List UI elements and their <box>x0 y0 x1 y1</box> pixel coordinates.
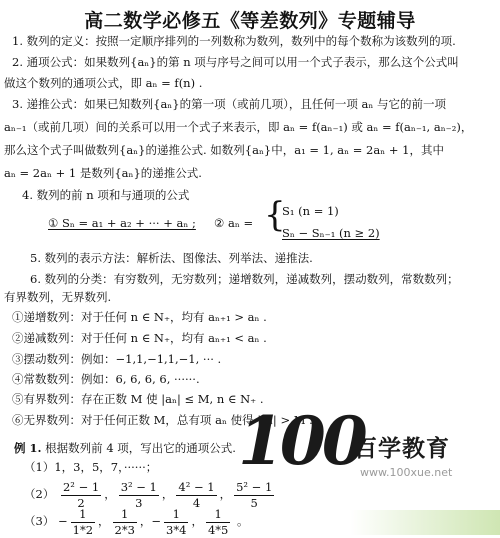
constant-sequence <box>12 372 200 387</box>
fraction-denominator: 3 <box>135 495 143 510</box>
example-heading <box>14 441 236 456</box>
recursive-line-3 <box>4 143 444 158</box>
oscillating-sequence <box>12 352 221 367</box>
example-part-1-text: （1）1，3，5，7，······； <box>24 460 158 474</box>
example-part-2-fractions <box>58 479 277 510</box>
piecewise-case-2-text: Sₙ − Sₙ₋₁ (n ≥ 2) <box>282 226 380 240</box>
fraction-sign: − <box>57 514 68 528</box>
fraction-denominator: 2*3 <box>114 522 135 537</box>
fraction <box>164 507 188 538</box>
piecewise-case-1-text: S₁ (n = 1) <box>282 204 339 218</box>
bounded-sequence <box>12 392 264 407</box>
general-term-text-2: 做这个数列的通项公式，即 aₙ = f(n) . <box>4 76 203 90</box>
fraction-numerator: 2² − 1 <box>62 479 100 494</box>
fraction-denominator: 4 <box>192 495 201 510</box>
example-part-3-label: （3） <box>24 514 55 528</box>
brand-logo-url: www.100xue.net <box>360 466 453 479</box>
page-title: 高二数学必修五《等差数列》专题辅导 <box>84 10 416 32</box>
increasing-sequence <box>12 310 267 325</box>
general-term-line-2 <box>4 76 202 91</box>
recursive-text-2: aₙ₋₁（或前几项）间的关系可以用一个式子来表示，即 aₙ = f(aₙ₋₁) 或 aₙ = f(aₙ₋₁, aₙ₋₂)， <box>4 120 473 134</box>
fraction-numerator: 1 <box>71 507 95 523</box>
brand-logo <box>238 402 364 480</box>
classification-line-2 <box>4 290 111 305</box>
definition-line <box>12 34 456 49</box>
recursive-text-3: 那么这个式子叫做数列{aₙ}的递推公式. 如数列{aₙ}中，a₁ = 1, aₙ = 2aₙ + 1，其中 <box>4 143 444 157</box>
general-term-text-1: 2. 通项公式：如果数列{aₙ}的第 n 项与序号之间可以用一个式子表示，那么这个公式叫 <box>12 55 459 69</box>
bounded-text: ⑤有界数列：存在正数 M 使 |aₙ| ≤ M, n ∈ N₊ . <box>12 392 264 406</box>
representation-line <box>30 251 313 266</box>
decreasing-text: ②递减数列：对于任何 n ∈ N₊，均有 aₙ₊₁ < aₙ . <box>12 331 267 345</box>
fraction-numerator: 1 <box>206 507 230 523</box>
fraction-separator: ， <box>104 487 116 501</box>
sum-heading <box>22 188 189 203</box>
fraction-numerator: 5² − 1 <box>236 479 273 494</box>
decreasing-sequence <box>12 331 267 346</box>
fraction-denominator: 5 <box>250 495 258 510</box>
fraction-separator: ， <box>139 514 152 528</box>
fraction-separator: ， <box>219 487 232 501</box>
constant-text: ④常数数列：例如：6, 6, 6, 6, ······. <box>12 372 200 386</box>
fraction-denominator: 4*5 <box>207 522 229 537</box>
piecewise-brace: { <box>264 195 286 235</box>
sum-formula-text: ① Sₙ = a₁ + a₂ + ··· + aₙ ; <box>48 216 196 230</box>
piecewise-case-1 <box>282 204 339 219</box>
fraction-separator: ， <box>161 487 174 501</box>
brand-logo-name: 百学教育 <box>354 435 450 462</box>
brand-logo-number: 100 <box>238 402 364 480</box>
example-part-3-fractions <box>57 506 233 537</box>
corner-decoration <box>350 510 500 535</box>
example-part-3-tail: 。 <box>236 514 249 528</box>
piecewise-label-text: ② aₙ = <box>214 216 254 230</box>
sum-heading-text: 4. 数列的前 n 项和与通项的公式 <box>22 188 190 202</box>
increasing-text: ①递增数列：对于任何 n ∈ N₊，均有 aₙ₊₁ > aₙ . <box>12 310 267 324</box>
example-text: 根据数列前 4 项，写出它的通项公式. <box>45 441 236 455</box>
fraction-separator: ， <box>98 514 110 528</box>
piecewise-label <box>214 216 253 231</box>
fraction-numerator: 4² − 1 <box>178 479 215 494</box>
recursive-line-4 <box>4 166 202 181</box>
recursive-line-2 <box>4 120 472 135</box>
fraction-denominator: 2 <box>77 495 85 510</box>
fraction <box>113 507 137 538</box>
example-part-2-label: （2） <box>24 487 55 501</box>
classification-text-1: 6. 数列的分类：有穷数列，无穷数列；递增数列，递减数列，摆动数列，常数数列； <box>30 272 459 286</box>
representation-text: 5. 数列的表示方法：解析法、图像法、列举法、递推法. <box>30 251 313 265</box>
oscillating-text: ③摆动数列：例如：−1,1,−1,1,−1, ··· . <box>12 352 222 366</box>
example-label: 例 1. <box>14 441 42 455</box>
classification-line-1 <box>30 272 459 287</box>
fraction-numerator: 1 <box>164 507 188 523</box>
recursive-line-1 <box>12 97 446 112</box>
fraction-denominator: 1*2 <box>72 522 94 537</box>
piecewise-case-2 <box>282 226 380 241</box>
unbounded-text: ⑥无界数列：对于任何正数 M，总有项 aₙ 使得 |aₙ| > M . <box>12 413 313 427</box>
fraction-sign: − <box>151 514 162 528</box>
definition-text: 1. 数列的定义：按照一定顺序排列的一列数称为数列，数列中的每个数称为该数列的项. <box>12 34 456 48</box>
recursive-text-4: aₙ = 2aₙ + 1 是数列{aₙ}的递推公式. <box>4 166 202 180</box>
example-part-3 <box>24 505 248 538</box>
classification-text-2: 有界数列，无界数列. <box>4 290 112 304</box>
fraction <box>71 507 95 538</box>
fraction-denominator: 3*4 <box>166 522 187 537</box>
general-term-line-1 <box>12 55 459 70</box>
fraction <box>206 507 230 538</box>
example-part-1 <box>24 460 157 475</box>
fraction-numerator: 1 <box>113 507 137 523</box>
recursive-text-1: 3. 递推公式：如果已知数列{aₙ}的第一项（或前几项），且任何一项 aₙ 与它的前一项 <box>12 97 446 111</box>
sum-formula <box>48 216 196 231</box>
fraction-separator: ， <box>191 514 203 528</box>
fraction-numerator: 3² − 1 <box>120 479 157 494</box>
